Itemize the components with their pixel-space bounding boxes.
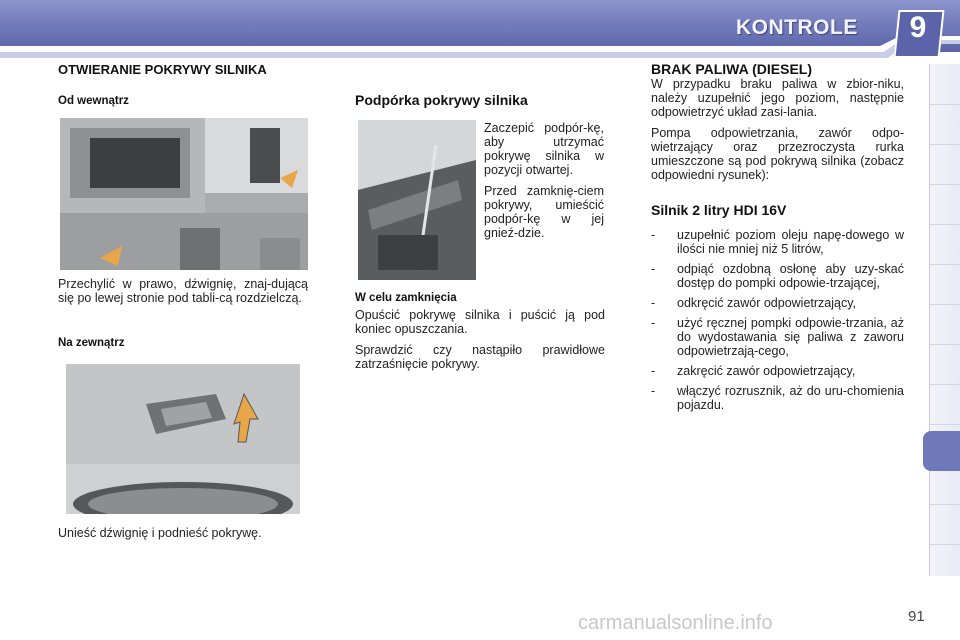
chapter-tab[interactable] bbox=[930, 144, 960, 185]
step-item: - włączyć rozrusznik, aż do uru-chomienia pojazdu. bbox=[651, 384, 904, 412]
page-number: 91 bbox=[908, 608, 925, 625]
chapter-tab[interactable] bbox=[930, 304, 960, 345]
outside-heading: Na zewnątrz bbox=[58, 337, 125, 349]
engine-heading: Silnik 2 litry HDI 16V bbox=[651, 202, 787, 218]
steps-list-wrap bbox=[651, 228, 904, 418]
closing-paragraph: Opuścić pokrywę silnika i puścić ją pod koniec opuszczania. bbox=[355, 308, 605, 336]
section-title: OTWIERANIE POKRYWY SILNIKA bbox=[58, 62, 267, 77]
chapter-tab[interactable] bbox=[930, 224, 960, 265]
support-text bbox=[484, 121, 604, 247]
inside-paragraph: Przechylić w prawo, dźwignię, znaj-dującą się po lewej stronie pod tabli-cą rozdzielczą. bbox=[58, 277, 308, 305]
chapter-tab[interactable] bbox=[930, 64, 960, 105]
interior-lever-photo bbox=[60, 118, 308, 270]
outside-paragraph: Unieść dźwignię i podnieść pokrywę. bbox=[58, 526, 262, 540]
fuel-heading: BRAK PALIWA (DIESEL) bbox=[651, 61, 812, 77]
exterior-lever-photo bbox=[66, 364, 300, 514]
inside-heading: Od wewnątrz bbox=[58, 95, 129, 107]
support-heading: Podpórka pokrywy silnika bbox=[355, 92, 528, 108]
chapter-tab[interactable] bbox=[930, 384, 960, 425]
step-item: - uzupełnić poziom oleju napę-dowego w ilości nie mniej niż 5 litrów, bbox=[651, 228, 904, 256]
chapter-tab[interactable] bbox=[930, 344, 960, 385]
chapter-tab[interactable] bbox=[930, 104, 960, 145]
steps-list bbox=[651, 228, 904, 412]
fuel-paragraph: Pompa odpowietrzania, zawór odpo-wietrzający oraz przezroczysta rurka umieszczone są pod pokrywą silnika (zobacz odpowiedni rysunek): bbox=[651, 126, 904, 182]
outside-text bbox=[58, 526, 318, 547]
step-item: - odpiąć ozdobną osłonę aby uzy-skać dostęp do pompki odpowie-trzającej, bbox=[651, 262, 904, 290]
closing-text bbox=[355, 308, 605, 378]
step-item: - odkręcić zawór odpowietrzający, bbox=[651, 296, 904, 310]
support-paragraph: Zaczepić podpór-kę, aby utrzymać pokrywę silnika w pozycji otwartej. bbox=[484, 121, 604, 177]
step-item: - zakręcić zawór odpowietrzający, bbox=[651, 364, 904, 378]
bonnet-support-photo bbox=[358, 120, 476, 280]
chapter-tab[interactable] bbox=[930, 504, 960, 545]
fuel-paragraph: W przypadku braku paliwa w zbior-niku, należy uzupełnić jego poziom, następnie odpowietrzyć układ zasi-lania. bbox=[651, 77, 904, 119]
chapter-tab[interactable] bbox=[930, 184, 960, 225]
chapter-tabs bbox=[929, 64, 960, 576]
chapter-title: KONTROLE bbox=[736, 16, 858, 39]
chapter-tab[interactable] bbox=[930, 264, 960, 305]
closing-paragraph: Sprawdzić czy nastąpiło prawidłowe zatrzaśnięcie pokrywy. bbox=[355, 343, 605, 371]
chapter-number: 9 bbox=[909, 11, 927, 44]
step-item: - użyć ręcznej pompki odpowie-trzania, aż do wydostawania się paliwa z zaworu odpowietrzają-cego, bbox=[651, 316, 904, 358]
closing-heading: W celu zamknięcia bbox=[355, 292, 457, 304]
inside-text bbox=[58, 277, 308, 312]
chapter-tab-active[interactable] bbox=[923, 431, 960, 471]
support-paragraph: Przed zamknię-ciem pokrywy, umieścić podpór-kę w jej gnieź-dzie. bbox=[484, 184, 604, 240]
watermark: carmanualsonline.info bbox=[578, 612, 773, 634]
fuel-text bbox=[651, 77, 904, 189]
